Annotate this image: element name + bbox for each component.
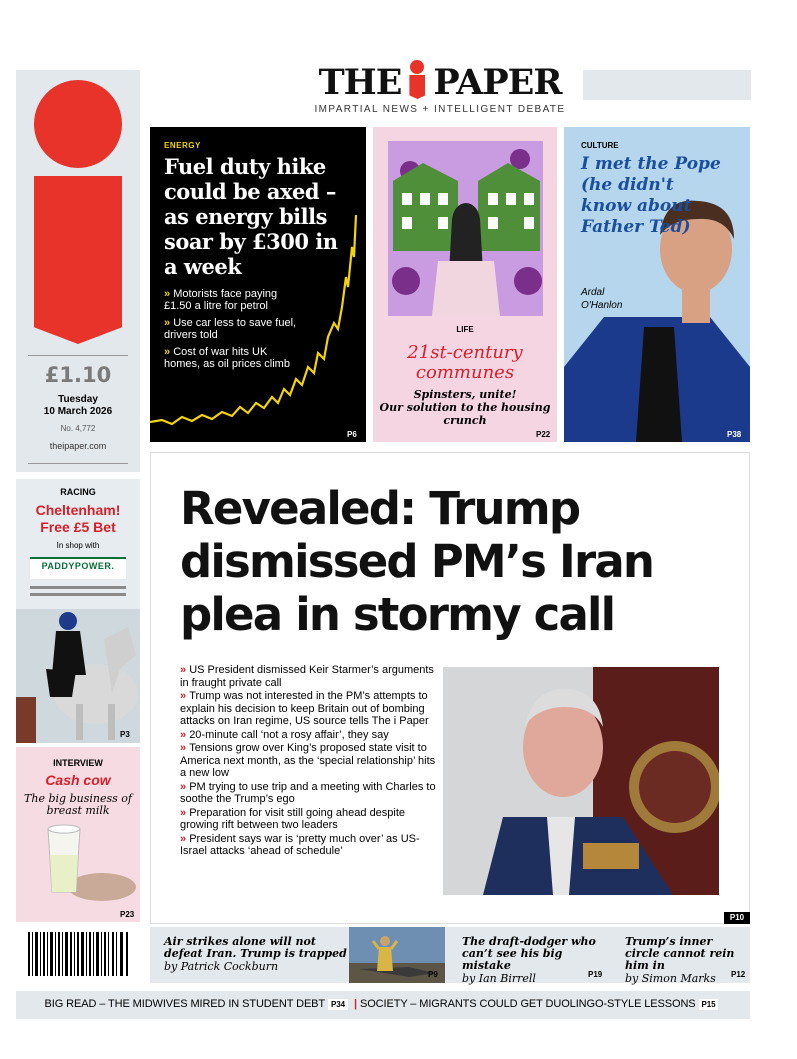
divider (28, 463, 128, 464)
life-sub-line: Spinsters, unite! (413, 388, 517, 401)
racing-headline-line: Cheltenham! (35, 502, 121, 518)
teaser-headline: Air strikes alone will not defeat Iran. Trump is trapped (164, 935, 347, 960)
energy-bullet: » Cost of war hits UK homes, as oil prices climb (164, 346, 290, 370)
page-reference: P23 (120, 910, 135, 919)
barcode-icon (26, 930, 134, 984)
teaser-2[interactable] (462, 936, 608, 985)
page-reference: P3 (120, 730, 130, 739)
racing-shop-text: In shop with (56, 541, 100, 550)
page-reference: P6 (347, 430, 357, 439)
king-charles-photo (443, 667, 719, 895)
energy-label: ENERGY (164, 141, 201, 150)
main-bullet: » Tensions grow over King’s proposed state visit to America next month, as the ‘special relationship’ hits a new low (180, 742, 436, 779)
teaser-byline: by Simon Marks (625, 972, 716, 985)
bullet-text: President says war is ‘pretty much over’ as US-Israel attacks ‘ahead of schedule’ (180, 832, 420, 857)
culture-headline[interactable]: I met the Pope (he didn't know about Father Ted) (581, 154, 721, 237)
teaser-byline: by Ian Birrell (462, 972, 536, 985)
life-label: LIFE (456, 325, 474, 334)
life-headline[interactable]: 21st-century communes (407, 342, 523, 383)
separator: | (353, 998, 357, 1010)
title-right: PAPER (433, 62, 562, 103)
cover-price: £1.10 (44, 363, 112, 387)
title-left: THE (318, 62, 402, 103)
racing-label: RACING (60, 487, 96, 497)
main-bullet: » Preparation for visit still going ahead despite growing rift between two leaders (180, 806, 406, 831)
energy-bullet: » Use car less to save fuel, drivers told (164, 317, 297, 341)
divider (30, 593, 126, 596)
i-logo-stem-icon (34, 176, 122, 344)
life-subheadline (373, 388, 557, 427)
main-bullet: » President says war is ‘pretty much over’ as US-Israel attacks ‘ahead of schedule’ (180, 832, 420, 857)
racing-headline (16, 502, 140, 536)
website-link[interactable]: theipaper.com (49, 441, 107, 451)
bullet-text: Preparation for visit still going ahead despite growing rift between two leaders (180, 806, 406, 831)
paddypower-logo-text: PADDYPOWER. (41, 561, 115, 571)
bullet-text: Use car less to save fuel, drivers told (164, 317, 297, 341)
life-sub-line: Our solution to the housing crunch (379, 401, 551, 427)
bullet-text: 20-minute call ‘not a rosy affair’, they say (189, 728, 389, 741)
page-reference: P9 (428, 970, 438, 979)
footer-item-2[interactable]: SOCIETY – MIGRANTS COULD GET DUOLINGO-STYLE LESSONS (359, 998, 696, 1010)
page-reference: P22 (536, 430, 551, 439)
masthead-band (583, 70, 751, 100)
bullet-text: PM trying to use trip and a meeting with Charles to soothe the Trump’s ego (180, 780, 436, 805)
divider (28, 355, 128, 356)
teaser-1[interactable] (164, 936, 349, 973)
divider (30, 586, 126, 589)
interview-label: INTERVIEW (53, 758, 103, 768)
main-headline[interactable]: Revealed: Trump dismissed PM’s Iran plea in stormy call (180, 482, 654, 641)
communes-illustration (388, 141, 543, 316)
interview-headline: Cash cow (45, 772, 111, 788)
issue-full-date: 10 March 2026 (43, 406, 113, 417)
main-bullet: » Trump was not interested in the PM’s attempts to explain his decision to keep Britain out of bombing attacks on Iran regime, US source tells The i Paper (180, 690, 429, 727)
page-reference: P10 (724, 912, 750, 924)
issue-day: Tuesday (58, 394, 98, 405)
footer-teasers[interactable] (16, 998, 750, 1010)
bullet-text: Trump was not interested in the PM’s attempts to explain his decision to keep Britain out of bombing attacks on Iran regime, US source tells The i Paper (180, 690, 429, 727)
page-reference: P12 (731, 970, 746, 979)
king-photo-image (443, 667, 719, 895)
barcode (26, 930, 134, 984)
main-bullet: » US President dismissed Keir Starmer’s arguments in fraught private call (180, 664, 434, 689)
i-logo-dot-icon (34, 80, 122, 168)
footer-item-1[interactable]: BIG READ – THE MIDWIVES MIRED IN STUDENT DEBT (44, 998, 326, 1010)
bullet-text: Tensions grow over King’s proposed state visit to America next month, as the ‘special relationship’ hits a new low (180, 742, 436, 779)
bullet-text: Motorists face paying £1.50 a litre for petrol (164, 288, 278, 312)
bullet-text: US President dismissed Keir Starmer’s arguments in fraught private call (180, 664, 434, 689)
teaser-byline: by Patrick Cockburn (164, 960, 279, 973)
main-story-bullets (180, 664, 438, 859)
teaser-headline: Trump’s inner circle cannot rein him in (625, 935, 735, 972)
main-bullet: » 20-minute call ‘not a rosy affair’, they say (180, 728, 389, 741)
bullet-text: Cost of war hits UK homes, as oil prices climb (164, 346, 290, 370)
issue-number: No. 4,772 (60, 424, 96, 433)
culture-label: CULTURE (581, 141, 619, 150)
culture-byline: Ardal O'Hanlon (581, 287, 623, 311)
i-logo-icon (404, 60, 430, 100)
main-bullet: » PM trying to use trip and a meeting with Charles to soothe the Trump’s ego (180, 780, 436, 805)
racing-headline-line: Free £5 Bet (40, 519, 116, 535)
page-reference: P34 (328, 999, 348, 1010)
energy-bullet: » Motorists face paying £1.50 a litre for petrol (164, 288, 278, 312)
teaser-headline: The draft-dodger who can’t see his big mistake (462, 935, 596, 972)
energy-headline[interactable]: Fuel duty hike could be axed – as energy bills soar by £300 in a week (164, 154, 338, 279)
issue-date (16, 394, 140, 418)
energy-bullets (164, 288, 304, 375)
page-reference: P15 (699, 999, 719, 1010)
page-reference: P38 (727, 430, 742, 439)
interview-subheadline: The big business of breast milk (24, 792, 132, 817)
page-reference: P19 (588, 970, 603, 979)
houses-illustration (388, 141, 543, 316)
masthead-tagline: IMPARTIAL NEWS + INTELLIGENT DEBATE (314, 104, 566, 115)
